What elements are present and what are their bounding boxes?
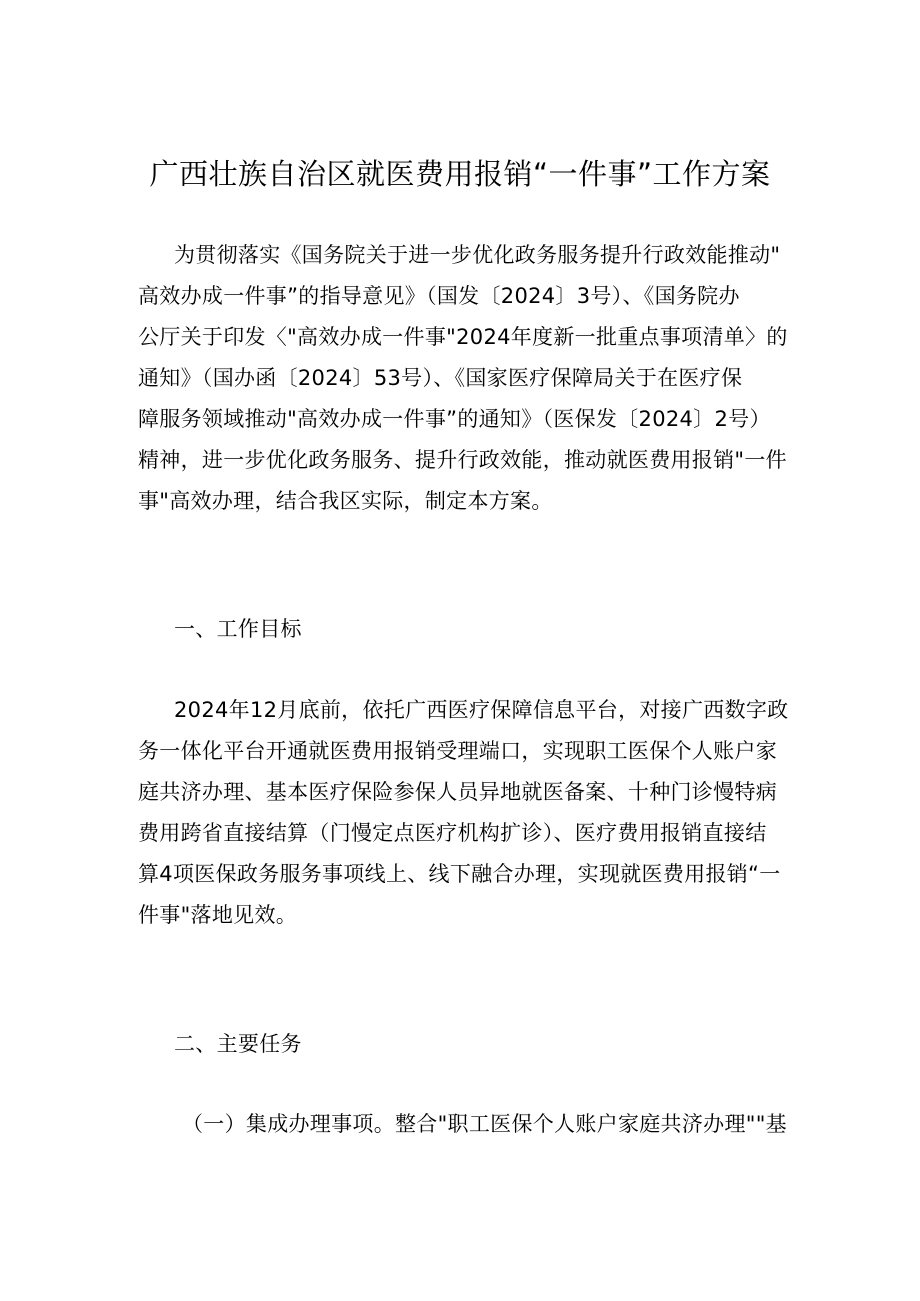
document-title: 广西壮族自治区就医费用报销“一件事”工作方案 [149, 157, 771, 191]
goals-line: 2024年12月底前，依托广西医疗保障信息平台，对接广西数字政 [174, 698, 789, 722]
section-heading-tasks: 二、主要任务 [174, 1032, 302, 1056]
intro-paragraph [138, 235, 798, 522]
intro-line: 事"高效办理，结合我区实际，制定本方案。 [138, 489, 553, 513]
intro-line: 为贯彻落实《国务院关于进一步优化政务服务提升行政效能推动" [174, 243, 781, 267]
goals-line: 务一体化平台开通就医费用报销受理端口，实现职工医保个人账户家 [138, 739, 777, 763]
goals-paragraph [138, 690, 798, 936]
goals-line: 费用跨省直接结算（门慢定点医疗机构扩诊）、医疗费用报销直接结 [138, 821, 767, 845]
intro-line: 公厅关于印发〈"高效办成一件事"2024年度新一批重点事项清单〉的 [138, 325, 788, 349]
section-heading-goals: 一、工作目标 [174, 617, 302, 641]
intro-line: 高效办成一件事”的指导意见》（国发〔2024〕3号）、《国务院办 [138, 284, 740, 308]
tasks-line: （一）集成办理事项。整合"职工医保个人账户家庭共济办理""基 [182, 1112, 787, 1136]
tasks-paragraph [138, 1104, 798, 1145]
goals-line: 件事"落地见效。 [138, 903, 298, 927]
intro-line: 精神，进一步优化政务服务、提升行政效能，推动就医费用报销"一件 [138, 448, 787, 472]
intro-line: 通知》（国办函〔2024〕53号）、《国家医疗保障局关于在医疗保 [138, 366, 743, 390]
goals-line: 庭共济办理、基本医疗保险参保人员异地就医备案、十种门诊慢特病 [138, 780, 777, 804]
goals-line: 算4项医保政务服务事项线上、线下融合办理，实现就医费用报销“一 [138, 862, 781, 886]
intro-line: 障服务领域推动"高效办成一件事”的通知》（医保发〔2024〕2号） [138, 407, 771, 431]
